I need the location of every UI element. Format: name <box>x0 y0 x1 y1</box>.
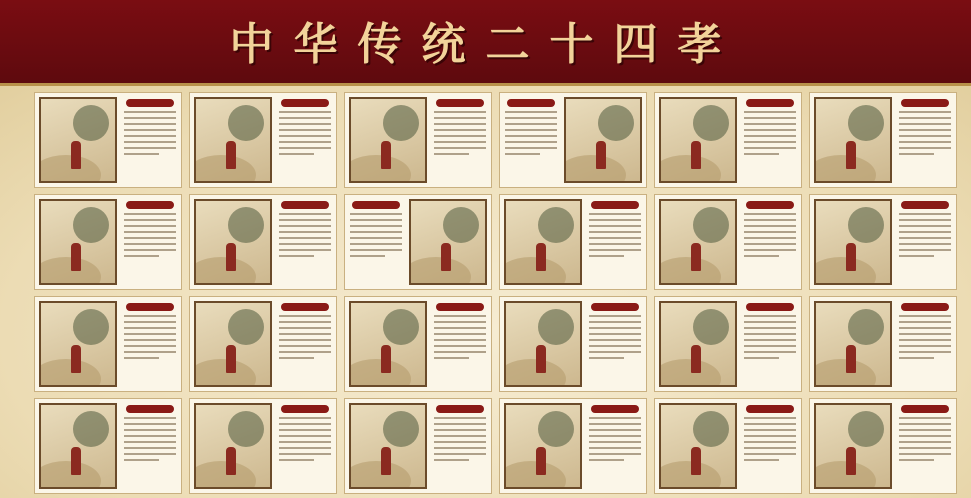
story-text-line <box>124 423 176 425</box>
story-title-tag <box>591 303 639 311</box>
story-panel <box>654 92 802 188</box>
story-text-line <box>124 117 176 119</box>
story-text-line <box>744 117 796 119</box>
story-text-block <box>741 97 799 183</box>
story-text-line <box>899 315 951 317</box>
story-illustration <box>349 403 427 489</box>
story-text-line <box>744 321 796 323</box>
story-text-line <box>279 219 331 221</box>
story-text-line <box>434 339 486 341</box>
story-text-line <box>589 351 641 353</box>
story-text-line <box>279 135 331 137</box>
story-text-line <box>589 459 624 461</box>
story-text-line <box>434 357 469 359</box>
story-text-line <box>434 459 469 461</box>
story-text-line <box>589 213 641 215</box>
story-text-line <box>350 231 402 233</box>
story-text-line <box>899 153 934 155</box>
story-text-line <box>589 345 641 347</box>
story-text-line <box>434 321 486 323</box>
story-text-line <box>124 321 176 323</box>
story-illustration <box>409 199 487 285</box>
story-panel <box>189 398 337 494</box>
story-text-line <box>744 435 796 437</box>
story-text-line <box>744 255 779 257</box>
story-text-block <box>502 97 560 183</box>
story-text-line <box>124 447 176 449</box>
story-text-line <box>589 237 641 239</box>
story-text-line <box>899 243 951 245</box>
story-illustration <box>659 301 737 387</box>
story-text-line <box>279 141 331 143</box>
story-illustration <box>349 97 427 183</box>
story-text-line <box>589 339 641 341</box>
story-text-line <box>279 339 331 341</box>
story-text-line <box>434 441 486 443</box>
story-text-line <box>279 243 331 245</box>
story-text-line <box>124 135 176 137</box>
story-text-line <box>744 123 796 125</box>
story-text-line <box>899 117 951 119</box>
story-text-line <box>350 237 402 239</box>
story-text-line <box>434 117 486 119</box>
story-illustration <box>349 301 427 387</box>
story-text-line <box>744 141 796 143</box>
story-title-tag <box>591 201 639 209</box>
story-text-line <box>124 129 176 131</box>
story-text-line <box>589 453 641 455</box>
story-text-line <box>124 255 159 257</box>
story-text-line <box>744 357 779 359</box>
story-text-line <box>124 237 176 239</box>
story-text-line <box>899 441 951 443</box>
story-text-line <box>124 315 176 317</box>
story-title-tag <box>281 405 329 413</box>
story-text-block <box>741 301 799 387</box>
story-text-line <box>505 141 557 143</box>
story-text-line <box>899 225 951 227</box>
story-text-line <box>744 231 796 233</box>
story-text-block <box>586 199 644 285</box>
story-text-line <box>589 333 641 335</box>
story-title-tag <box>901 303 949 311</box>
story-text-line <box>744 351 796 353</box>
story-text-line <box>505 129 557 131</box>
story-text-line <box>279 231 331 233</box>
story-illustration <box>194 403 272 489</box>
story-text-block <box>741 199 799 285</box>
story-text-line <box>434 111 486 113</box>
story-text-block <box>896 97 954 183</box>
page-title: 中华传统二十四孝 <box>229 19 742 70</box>
story-text-line <box>899 429 951 431</box>
story-panel <box>344 92 492 188</box>
story-text-line <box>899 219 951 221</box>
story-illustration <box>564 97 642 183</box>
story-text-line <box>899 141 951 143</box>
story-text-line <box>124 147 176 149</box>
story-text-line <box>279 435 331 437</box>
story-text-line <box>744 417 796 419</box>
story-text-block <box>896 199 954 285</box>
story-text-line <box>744 423 796 425</box>
story-panel <box>809 398 957 494</box>
story-text-line <box>899 213 951 215</box>
story-text-line <box>124 225 176 227</box>
story-panel <box>809 296 957 392</box>
story-title-tag <box>746 99 794 107</box>
story-text-block <box>276 403 334 489</box>
story-text-line <box>124 219 176 221</box>
story-text-line <box>589 327 641 329</box>
story-text-line <box>589 315 641 317</box>
story-text-block <box>347 199 405 285</box>
story-text-line <box>899 333 951 335</box>
story-text-line <box>744 135 796 137</box>
story-text-line <box>899 123 951 125</box>
story-text-line <box>124 249 176 251</box>
story-text-block <box>276 301 334 387</box>
story-text-line <box>279 153 314 155</box>
story-text-line <box>589 423 641 425</box>
story-text-block <box>121 301 179 387</box>
story-text-line <box>434 435 486 437</box>
story-text-line <box>279 345 331 347</box>
story-panel <box>344 398 492 494</box>
story-text-line <box>279 423 331 425</box>
story-text-line <box>279 117 331 119</box>
story-text-line <box>279 327 331 329</box>
story-text-block <box>121 403 179 489</box>
story-title-tag <box>901 201 949 209</box>
story-text-line <box>744 447 796 449</box>
story-text-line <box>279 129 331 131</box>
story-panel <box>499 296 647 392</box>
story-text-block <box>586 403 644 489</box>
story-text-line <box>744 129 796 131</box>
story-illustration <box>504 403 582 489</box>
story-text-line <box>505 123 557 125</box>
story-text-line <box>744 429 796 431</box>
story-panel <box>654 194 802 290</box>
story-text-line <box>124 429 176 431</box>
story-text-line <box>744 225 796 227</box>
story-panel <box>189 194 337 290</box>
story-text-line <box>434 327 486 329</box>
story-text-line <box>589 249 641 251</box>
story-text-line <box>899 423 951 425</box>
story-panel <box>344 296 492 392</box>
title-banner <box>0 0 971 86</box>
story-title-tag <box>281 99 329 107</box>
story-panel <box>654 398 802 494</box>
story-text-line <box>124 453 176 455</box>
story-text-line <box>744 453 796 455</box>
story-text-line <box>744 315 796 317</box>
story-text-line <box>124 351 176 353</box>
story-title-tag <box>507 99 555 107</box>
story-text-line <box>279 441 331 443</box>
story-text-line <box>124 153 159 155</box>
story-text-line <box>434 135 486 137</box>
story-text-line <box>744 345 796 347</box>
story-text-line <box>124 459 159 461</box>
story-text-line <box>899 327 951 329</box>
story-text-line <box>279 357 314 359</box>
story-text-line <box>350 243 402 245</box>
story-text-line <box>434 123 486 125</box>
story-panel <box>34 92 182 188</box>
story-title-tag <box>591 405 639 413</box>
story-text-line <box>350 255 385 257</box>
story-text-line <box>589 417 641 419</box>
story-text-line <box>124 141 176 143</box>
story-text-line <box>589 243 641 245</box>
story-text-line <box>124 345 176 347</box>
story-text-line <box>899 435 951 437</box>
story-text-line <box>744 327 796 329</box>
story-panel <box>344 194 492 290</box>
story-text-line <box>899 147 951 149</box>
story-illustration <box>504 199 582 285</box>
story-text-line <box>505 147 557 149</box>
story-text-line <box>279 237 331 239</box>
story-text-line <box>434 429 486 431</box>
story-title-tag <box>126 405 174 413</box>
story-text-line <box>279 147 331 149</box>
story-text-line <box>899 351 951 353</box>
story-grid <box>34 92 960 492</box>
story-title-tag <box>746 303 794 311</box>
story-title-tag <box>281 201 329 209</box>
story-title-tag <box>746 405 794 413</box>
story-text-line <box>899 345 951 347</box>
story-illustration <box>659 403 737 489</box>
story-title-tag <box>126 201 174 209</box>
story-text-block <box>431 403 489 489</box>
story-text-line <box>589 429 641 431</box>
story-text-line <box>899 453 951 455</box>
story-panel <box>809 92 957 188</box>
story-illustration <box>39 97 117 183</box>
story-panel <box>809 194 957 290</box>
story-text-line <box>744 249 796 251</box>
story-text-line <box>434 315 486 317</box>
story-text-line <box>589 321 641 323</box>
story-text-line <box>279 213 331 215</box>
story-panel <box>499 194 647 290</box>
story-text-line <box>505 111 557 113</box>
story-text-line <box>124 111 176 113</box>
story-text-line <box>350 219 402 221</box>
story-text-line <box>899 357 934 359</box>
story-panel <box>34 296 182 392</box>
story-title-tag <box>352 201 400 209</box>
story-text-block <box>431 97 489 183</box>
story-title-tag <box>126 99 174 107</box>
story-text-line <box>744 441 796 443</box>
story-text-line <box>124 327 176 329</box>
story-title-tag <box>901 405 949 413</box>
story-text-line <box>589 219 641 221</box>
story-text-line <box>124 243 176 245</box>
story-text-line <box>899 459 934 461</box>
story-text-block <box>741 403 799 489</box>
story-text-line <box>434 453 486 455</box>
story-text-line <box>744 153 779 155</box>
story-text-line <box>744 147 796 149</box>
story-illustration <box>659 199 737 285</box>
story-text-line <box>899 255 934 257</box>
story-illustration <box>39 199 117 285</box>
story-text-block <box>896 403 954 489</box>
story-text-block <box>121 97 179 183</box>
story-title-tag <box>436 405 484 413</box>
story-text-line <box>279 111 331 113</box>
story-text-line <box>899 129 951 131</box>
story-text-line <box>744 243 796 245</box>
story-text-line <box>434 129 486 131</box>
story-text-line <box>350 225 402 227</box>
story-text-line <box>505 135 557 137</box>
story-panel <box>34 398 182 494</box>
story-text-line <box>899 249 951 251</box>
story-text-line <box>744 333 796 335</box>
story-text-line <box>434 333 486 335</box>
story-text-line <box>124 213 176 215</box>
story-text-line <box>589 231 641 233</box>
story-text-block <box>121 199 179 285</box>
story-text-line <box>744 219 796 221</box>
story-text-line <box>589 225 641 227</box>
story-text-line <box>899 237 951 239</box>
story-illustration <box>39 403 117 489</box>
story-title-tag <box>126 303 174 311</box>
story-title-tag <box>281 303 329 311</box>
story-text-line <box>434 423 486 425</box>
story-text-line <box>744 339 796 341</box>
story-text-line <box>124 357 159 359</box>
story-text-line <box>899 321 951 323</box>
story-panel <box>189 92 337 188</box>
story-illustration <box>504 301 582 387</box>
story-text-line <box>589 441 641 443</box>
story-illustration <box>39 301 117 387</box>
story-text-line <box>589 435 641 437</box>
story-illustration <box>194 301 272 387</box>
story-title-tag <box>436 99 484 107</box>
story-text-block <box>276 199 334 285</box>
story-text-line <box>279 333 331 335</box>
story-text-line <box>279 459 314 461</box>
story-illustration <box>814 403 892 489</box>
story-text-line <box>434 417 486 419</box>
story-text-line <box>899 339 951 341</box>
story-text-line <box>279 249 331 251</box>
story-text-line <box>279 447 331 449</box>
story-text-line <box>279 351 331 353</box>
story-illustration <box>659 97 737 183</box>
story-text-line <box>124 441 176 443</box>
story-text-line <box>899 447 951 449</box>
story-text-line <box>505 153 540 155</box>
story-text-line <box>279 321 331 323</box>
story-text-block <box>276 97 334 183</box>
story-panel <box>34 194 182 290</box>
story-text-line <box>124 435 176 437</box>
story-text-line <box>434 351 486 353</box>
story-text-line <box>124 339 176 341</box>
story-text-line <box>434 345 486 347</box>
story-text-line <box>589 447 641 449</box>
story-text-line <box>744 111 796 113</box>
story-text-line <box>279 315 331 317</box>
story-text-line <box>899 111 951 113</box>
story-text-line <box>124 333 176 335</box>
story-text-line <box>124 417 176 419</box>
story-text-line <box>350 213 402 215</box>
story-illustration <box>814 97 892 183</box>
story-text-line <box>279 123 331 125</box>
story-panel <box>499 92 647 188</box>
story-text-line <box>505 117 557 119</box>
story-text-line <box>124 123 176 125</box>
story-text-line <box>279 417 331 419</box>
story-title-tag <box>746 201 794 209</box>
story-text-line <box>589 255 624 257</box>
story-text-line <box>899 135 951 137</box>
story-illustration <box>814 199 892 285</box>
story-text-line <box>434 153 469 155</box>
story-text-line <box>899 231 951 233</box>
story-panel <box>499 398 647 494</box>
story-text-line <box>744 213 796 215</box>
story-text-block <box>586 301 644 387</box>
story-text-line <box>434 447 486 449</box>
story-text-line <box>124 231 176 233</box>
story-text-line <box>899 417 951 419</box>
story-text-line <box>434 141 486 143</box>
story-text-block <box>896 301 954 387</box>
story-panel <box>189 296 337 392</box>
story-panel <box>654 296 802 392</box>
story-title-tag <box>436 303 484 311</box>
story-text-block <box>431 301 489 387</box>
story-illustration <box>194 97 272 183</box>
story-text-line <box>279 255 314 257</box>
story-illustration <box>814 301 892 387</box>
story-text-line <box>589 357 624 359</box>
story-text-line <box>350 249 402 251</box>
story-text-line <box>434 147 486 149</box>
story-illustration <box>194 199 272 285</box>
story-title-tag <box>901 99 949 107</box>
story-text-line <box>744 237 796 239</box>
story-text-line <box>279 225 331 227</box>
story-text-line <box>744 459 779 461</box>
story-text-line <box>279 429 331 431</box>
story-text-line <box>279 453 331 455</box>
